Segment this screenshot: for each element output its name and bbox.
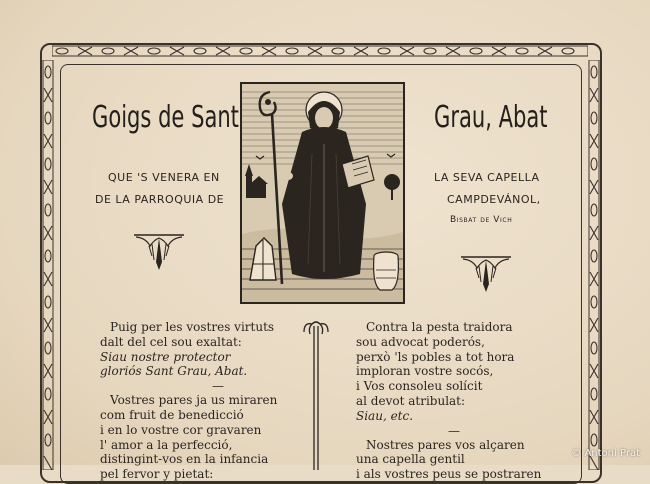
verse-line: Puig per les vostres virtuts [110, 320, 275, 334]
verse-line: — [212, 379, 224, 394]
verse-line: al devot atribulat: [356, 393, 466, 408]
verse-line: l' amor a la perfecció, [100, 437, 233, 452]
subtitle-right-line3: Bisbat de Vich [450, 215, 513, 225]
verse-line: i als vostres peus se postraren [356, 467, 542, 482]
verse-line: — [448, 423, 460, 438]
watermark-credit: © Antoni Prat [571, 448, 640, 459]
verse-line: Siau nostre protector [100, 349, 231, 364]
verse-line: Siau, etc. [356, 408, 414, 423]
verse-line: dalt del cel sou exaltat: [100, 334, 242, 349]
verse-line: com fruit de benedicció [100, 407, 244, 422]
verse-line: i Vos consoleu solícit [356, 379, 483, 394]
verse-line: Vostres pares ja us miraren [110, 393, 278, 408]
verse-line: Contra la pesta traidora [366, 320, 513, 334]
woodcut-saint-image [240, 82, 405, 304]
verse-line: imploran vostre socós, [356, 364, 494, 379]
fleuron-ornament-left [132, 232, 186, 272]
verse-line: pel fervor y pietat: [100, 467, 214, 482]
subtitle-left-line1: QUE 'S VENERA EN [108, 171, 220, 184]
fleuron-ornament-right [459, 254, 513, 294]
verses-left [100, 320, 277, 482]
verse-line: gloriós Sant Grau, Abat. [100, 364, 248, 379]
subtitle-right-line1: LA SEVA CAPELLA [434, 171, 540, 184]
frame-right-band [588, 60, 600, 470]
verse-line: distingint-vos en la infancia [100, 452, 269, 467]
verse-line: sou advocat poderós, [356, 334, 485, 349]
verse-line: una capella gentil [356, 452, 465, 467]
frame-top-band [52, 45, 588, 57]
verse-line: i en lo vostre cor gravaren [100, 422, 262, 437]
column-divider-ornament [302, 320, 330, 470]
verse-line: perxò 'ls pobles a tot hora [356, 349, 515, 364]
frame-left-band [42, 60, 54, 470]
verse-line: Nostres pares vos alçaren [366, 437, 525, 452]
title-left: Goigs de Sant [92, 100, 239, 135]
verses-right [356, 320, 541, 482]
subtitle-right-line2: CAMPDEVÁNOL, [447, 193, 541, 206]
subtitle-left-line2: DE LA PARROQUIA DE [95, 193, 225, 206]
title-right: Grau, Abat [434, 100, 548, 135]
